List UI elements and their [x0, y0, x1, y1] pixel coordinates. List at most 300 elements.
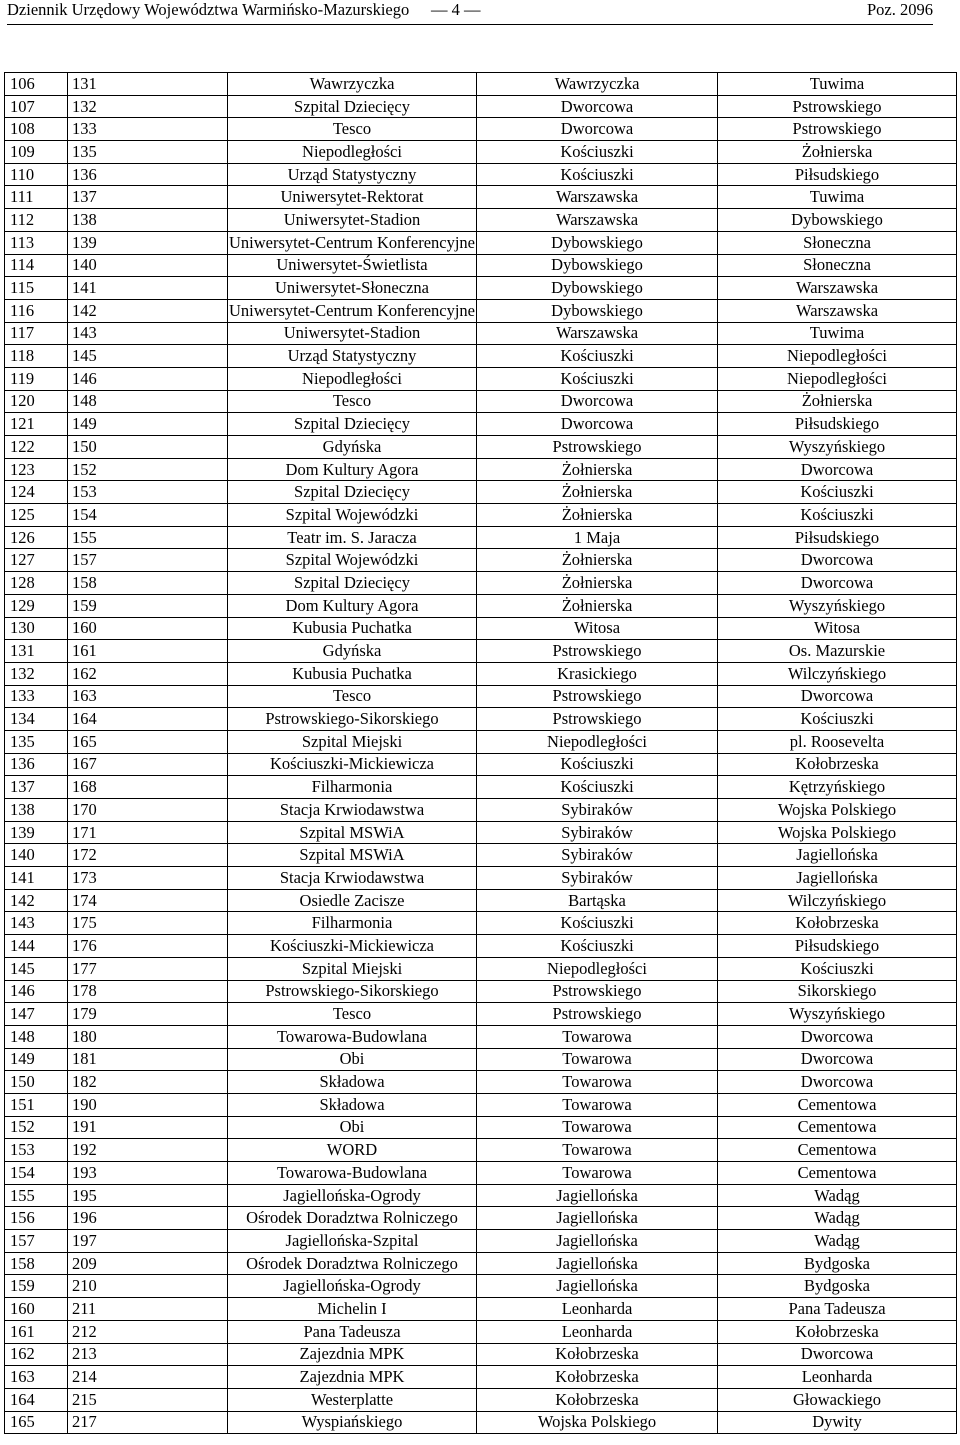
- street-cell: Sybiraków: [477, 799, 718, 822]
- stops-table: [4, 72, 957, 1434]
- stop-name-cell: Pstrowskiego-Sikorskiego: [228, 980, 477, 1003]
- row-number-cell: 165: [5, 1411, 68, 1434]
- row-number-cell: 136: [5, 753, 68, 776]
- stop-name-cell: Teatr im. S. Jaracza: [228, 526, 477, 549]
- row-number-cell: 158: [5, 1252, 68, 1275]
- table-row: [5, 1025, 957, 1048]
- row-number-cell: 163: [5, 1366, 68, 1389]
- stop-number-cell: 173: [68, 867, 228, 890]
- street-cell: Kościuszki: [477, 912, 718, 935]
- direction-cell: Piłsudskiego: [718, 163, 957, 186]
- stop-name-cell: Składowa: [228, 1093, 477, 1116]
- street-cell: Dworcowa: [477, 413, 718, 436]
- stop-name-cell: Stacja Krwiodawstwa: [228, 799, 477, 822]
- stop-number-cell: 177: [68, 957, 228, 980]
- stop-name-cell: Jagiellońska-Ogrody: [228, 1184, 477, 1207]
- direction-cell: Piłsudskiego: [718, 413, 957, 436]
- table-row: [5, 821, 957, 844]
- stop-name-cell: Tesco: [228, 1003, 477, 1026]
- stop-name-cell: Uniwersytet-Stadion: [228, 322, 477, 345]
- stop-name-cell: Tesco: [228, 685, 477, 708]
- street-cell: Kościuszki: [477, 367, 718, 390]
- direction-cell: Dworcowa: [718, 572, 957, 595]
- direction-cell: Niepodległości: [718, 367, 957, 390]
- stop-name-cell: Wyspiańskiego: [228, 1411, 477, 1434]
- table-row: [5, 1230, 957, 1253]
- table-row: [5, 1343, 957, 1366]
- row-number-cell: 130: [5, 617, 68, 640]
- street-cell: Towarowa: [477, 1116, 718, 1139]
- table-row: [5, 889, 957, 912]
- stop-number-cell: 142: [68, 299, 228, 322]
- stop-number-cell: 136: [68, 163, 228, 186]
- table-row: [5, 617, 957, 640]
- stop-number-cell: 175: [68, 912, 228, 935]
- row-number-cell: 106: [5, 73, 68, 96]
- street-cell: Żołnierska: [477, 458, 718, 481]
- stop-number-cell: 179: [68, 1003, 228, 1026]
- street-cell: Dybowskiego: [477, 231, 718, 254]
- direction-cell: Wyszyńskiego: [718, 436, 957, 459]
- stop-name-cell: Kubusia Puchatka: [228, 662, 477, 685]
- stop-number-cell: 168: [68, 776, 228, 799]
- street-cell: Jagiellońska: [477, 1252, 718, 1275]
- direction-cell: Bydgoska: [718, 1252, 957, 1275]
- street-cell: Wojska Polskiego: [477, 1411, 718, 1434]
- table-row: [5, 1207, 957, 1230]
- stop-number-cell: 143: [68, 322, 228, 345]
- street-cell: Kościuszki: [477, 163, 718, 186]
- stop-name-cell: Obi: [228, 1048, 477, 1071]
- direction-cell: Kołobrzeska: [718, 1320, 957, 1343]
- table-row: [5, 640, 957, 663]
- direction-cell: Dworcowa: [718, 458, 957, 481]
- row-number-cell: 149: [5, 1048, 68, 1071]
- direction-cell: Tuwima: [718, 322, 957, 345]
- stop-number-cell: 161: [68, 640, 228, 663]
- direction-cell: Pstrowskiego: [718, 95, 957, 118]
- street-cell: Warszawska: [477, 186, 718, 209]
- stop-name-cell: Jagiellońska-Szpital: [228, 1230, 477, 1253]
- row-number-cell: 120: [5, 390, 68, 413]
- stop-name-cell: Ośrodek Doradztwa Rolniczego: [228, 1252, 477, 1275]
- table-row: [5, 753, 957, 776]
- stop-number-cell: 131: [68, 73, 228, 96]
- stop-name-cell: Uniwersytet-Rektorat: [228, 186, 477, 209]
- table-row: [5, 299, 957, 322]
- table-row: [5, 231, 957, 254]
- stop-number-cell: 180: [68, 1025, 228, 1048]
- row-number-cell: 150: [5, 1071, 68, 1094]
- table-row: [5, 504, 957, 527]
- street-cell: Żołnierska: [477, 572, 718, 595]
- stop-number-cell: 160: [68, 617, 228, 640]
- table-row: [5, 458, 957, 481]
- stop-number-cell: 217: [68, 1411, 228, 1434]
- direction-cell: Kętrzyńskiego: [718, 776, 957, 799]
- stop-number-cell: 141: [68, 277, 228, 300]
- direction-cell: Warszawska: [718, 299, 957, 322]
- direction-cell: Piłsudskiego: [718, 935, 957, 958]
- table-row: [5, 549, 957, 572]
- direction-cell: Wojska Polskiego: [718, 821, 957, 844]
- table-row: [5, 277, 957, 300]
- row-number-cell: 109: [5, 141, 68, 164]
- street-cell: Bartąska: [477, 889, 718, 912]
- stop-name-cell: Szpital Wojewódzki: [228, 549, 477, 572]
- stops-table-body: [5, 73, 957, 1434]
- stop-name-cell: Szpital MSWiA: [228, 844, 477, 867]
- stop-number-cell: 196: [68, 1207, 228, 1230]
- stop-number-cell: 193: [68, 1162, 228, 1185]
- table-row: [5, 1366, 957, 1389]
- street-cell: Dworcowa: [477, 95, 718, 118]
- direction-cell: Kościuszki: [718, 504, 957, 527]
- street-cell: Żołnierska: [477, 504, 718, 527]
- direction-cell: Słoneczna: [718, 254, 957, 277]
- stop-name-cell: Zajezdnia MPK: [228, 1366, 477, 1389]
- stop-number-cell: 148: [68, 390, 228, 413]
- stop-name-cell: Westerplatte: [228, 1388, 477, 1411]
- table-row: [5, 572, 957, 595]
- page-number: — 4 —: [431, 0, 481, 19]
- street-cell: Niepodległości: [477, 730, 718, 753]
- row-number-cell: 112: [5, 209, 68, 232]
- stop-number-cell: 167: [68, 753, 228, 776]
- table-row: [5, 186, 957, 209]
- direction-cell: Wadąg: [718, 1184, 957, 1207]
- stop-number-cell: 162: [68, 662, 228, 685]
- street-cell: Dworcowa: [477, 390, 718, 413]
- stop-name-cell: Niepodległości: [228, 141, 477, 164]
- stop-name-cell: Dom Kultury Agora: [228, 594, 477, 617]
- direction-cell: Kościuszki: [718, 957, 957, 980]
- row-number-cell: 155: [5, 1184, 68, 1207]
- row-number-cell: 137: [5, 776, 68, 799]
- stop-number-cell: 209: [68, 1252, 228, 1275]
- table-row: [5, 776, 957, 799]
- street-cell: Kościuszki: [477, 935, 718, 958]
- stop-number-cell: 174: [68, 889, 228, 912]
- stop-name-cell: Uniwersytet-Słoneczna: [228, 277, 477, 300]
- stop-name-cell: Dom Kultury Agora: [228, 458, 477, 481]
- row-number-cell: 148: [5, 1025, 68, 1048]
- table-row: [5, 526, 957, 549]
- stop-name-cell: Urząd Statystyczny: [228, 163, 477, 186]
- stop-number-cell: 137: [68, 186, 228, 209]
- street-cell: Sybiraków: [477, 844, 718, 867]
- street-cell: Warszawska: [477, 209, 718, 232]
- row-number-cell: 135: [5, 730, 68, 753]
- stop-name-cell: Uniwersytet-Świetlista: [228, 254, 477, 277]
- direction-cell: Dworcowa: [718, 685, 957, 708]
- stop-name-cell: Tesco: [228, 118, 477, 141]
- row-number-cell: 156: [5, 1207, 68, 1230]
- street-cell: Jagiellońska: [477, 1275, 718, 1298]
- direction-cell: Wilczyńskiego: [718, 662, 957, 685]
- table-row: [5, 1003, 957, 1026]
- street-cell: Leonharda: [477, 1298, 718, 1321]
- stop-name-cell: Osiedle Zacisze: [228, 889, 477, 912]
- direction-cell: Dworcowa: [718, 1343, 957, 1366]
- row-number-cell: 144: [5, 935, 68, 958]
- direction-cell: Tuwima: [718, 186, 957, 209]
- table-row: [5, 1184, 957, 1207]
- stop-number-cell: 154: [68, 504, 228, 527]
- direction-cell: Dworcowa: [718, 549, 957, 572]
- direction-cell: Niepodległości: [718, 345, 957, 368]
- table-row: [5, 708, 957, 731]
- street-cell: Jagiellońska: [477, 1230, 718, 1253]
- stop-name-cell: Towarowa-Budowlana: [228, 1162, 477, 1185]
- table-row: [5, 867, 957, 890]
- stop-number-cell: 140: [68, 254, 228, 277]
- street-cell: Kościuszki: [477, 345, 718, 368]
- stop-name-cell: Szpital Miejski: [228, 730, 477, 753]
- row-number-cell: 139: [5, 821, 68, 844]
- stop-number-cell: 213: [68, 1343, 228, 1366]
- street-cell: Żołnierska: [477, 549, 718, 572]
- table-row: [5, 322, 957, 345]
- direction-cell: Sikorskiego: [718, 980, 957, 1003]
- direction-cell: Pstrowskiego: [718, 118, 957, 141]
- journal-title: Dziennik Urzędowy Województwa Warmińsko-Mazurskiego: [7, 0, 410, 19]
- row-number-cell: 164: [5, 1388, 68, 1411]
- stop-name-cell: Niepodległości: [228, 367, 477, 390]
- stop-number-cell: 182: [68, 1071, 228, 1094]
- street-cell: Jagiellońska: [477, 1184, 718, 1207]
- stop-name-cell: Szpital Dziecięcy: [228, 95, 477, 118]
- stop-number-cell: 138: [68, 209, 228, 232]
- direction-cell: Kościuszki: [718, 708, 957, 731]
- street-cell: Kołobrzeska: [477, 1388, 718, 1411]
- direction-cell: Wyszyńskiego: [718, 594, 957, 617]
- row-number-cell: 151: [5, 1093, 68, 1116]
- direction-cell: Witosa: [718, 617, 957, 640]
- stop-number-cell: 191: [68, 1116, 228, 1139]
- row-number-cell: 122: [5, 436, 68, 459]
- table-row: [5, 1071, 957, 1094]
- street-cell: Towarowa: [477, 1162, 718, 1185]
- stop-number-cell: 172: [68, 844, 228, 867]
- stop-number-cell: 211: [68, 1298, 228, 1321]
- row-number-cell: 111: [5, 186, 68, 209]
- street-cell: Towarowa: [477, 1139, 718, 1162]
- table-row: [5, 980, 957, 1003]
- row-number-cell: 157: [5, 1230, 68, 1253]
- direction-cell: Os. Mazurskie: [718, 640, 957, 663]
- street-cell: Kołobrzeska: [477, 1343, 718, 1366]
- direction-cell: Żołnierska: [718, 390, 957, 413]
- table-row: [5, 73, 957, 96]
- stop-name-cell: Pana Tadeusza: [228, 1320, 477, 1343]
- direction-cell: Głowackiego: [718, 1388, 957, 1411]
- row-number-cell: 127: [5, 549, 68, 572]
- stop-number-cell: 181: [68, 1048, 228, 1071]
- row-number-cell: 159: [5, 1275, 68, 1298]
- direction-cell: Dworcowa: [718, 1071, 957, 1094]
- stop-name-cell: Szpital Dziecięcy: [228, 481, 477, 504]
- row-number-cell: 147: [5, 1003, 68, 1026]
- direction-cell: Słoneczna: [718, 231, 957, 254]
- street-cell: Pstrowskiego: [477, 980, 718, 1003]
- row-number-cell: 131: [5, 640, 68, 663]
- street-cell: Pstrowskiego: [477, 708, 718, 731]
- row-number-cell: 145: [5, 957, 68, 980]
- stop-name-cell: Towarowa-Budowlana: [228, 1025, 477, 1048]
- street-cell: Pstrowskiego: [477, 1003, 718, 1026]
- stop-number-cell: 150: [68, 436, 228, 459]
- stop-number-cell: 190: [68, 1093, 228, 1116]
- stop-name-cell: Zajezdnia MPK: [228, 1343, 477, 1366]
- row-number-cell: 119: [5, 367, 68, 390]
- stop-number-cell: 165: [68, 730, 228, 753]
- street-cell: Wawrzyczka: [477, 73, 718, 96]
- stop-name-cell: Szpital Dziecięcy: [228, 572, 477, 595]
- stop-name-cell: Wawrzyczka: [228, 73, 477, 96]
- stop-name-cell: WORD: [228, 1139, 477, 1162]
- row-number-cell: 152: [5, 1116, 68, 1139]
- table-row: [5, 685, 957, 708]
- table-row: [5, 1275, 957, 1298]
- table-row: [5, 390, 957, 413]
- row-number-cell: 138: [5, 799, 68, 822]
- stop-number-cell: 146: [68, 367, 228, 390]
- stop-name-cell: Szpital Dziecięcy: [228, 413, 477, 436]
- row-number-cell: 161: [5, 1320, 68, 1343]
- row-number-cell: 140: [5, 844, 68, 867]
- street-cell: Towarowa: [477, 1025, 718, 1048]
- stop-name-cell: Kubusia Puchatka: [228, 617, 477, 640]
- table-row: [5, 1320, 957, 1343]
- table-row: [5, 209, 957, 232]
- direction-cell: Bydgoska: [718, 1275, 957, 1298]
- street-cell: Dybowskiego: [477, 299, 718, 322]
- street-cell: Towarowa: [477, 1071, 718, 1094]
- stop-number-cell: 197: [68, 1230, 228, 1253]
- stop-number-cell: 195: [68, 1184, 228, 1207]
- row-number-cell: 153: [5, 1139, 68, 1162]
- stop-name-cell: Uniwersytet-Centrum Konferencyjne: [228, 231, 477, 254]
- table-row: [5, 1093, 957, 1116]
- table-row: [5, 367, 957, 390]
- stop-number-cell: 163: [68, 685, 228, 708]
- table-row: [5, 1411, 957, 1434]
- stop-name-cell: Tesco: [228, 390, 477, 413]
- stop-name-cell: Filharmonia: [228, 776, 477, 799]
- row-number-cell: 160: [5, 1298, 68, 1321]
- table-row: [5, 254, 957, 277]
- direction-cell: Wadąg: [718, 1230, 957, 1253]
- direction-cell: Dworcowa: [718, 1048, 957, 1071]
- stop-number-cell: 212: [68, 1320, 228, 1343]
- row-number-cell: 134: [5, 708, 68, 731]
- street-cell: Pstrowskiego: [477, 640, 718, 663]
- table-row: [5, 594, 957, 617]
- direction-cell: Cementowa: [718, 1162, 957, 1185]
- table-row: [5, 413, 957, 436]
- table-row: [5, 118, 957, 141]
- stop-number-cell: 176: [68, 935, 228, 958]
- table-row: [5, 141, 957, 164]
- stop-name-cell: Pstrowskiego-Sikorskiego: [228, 708, 477, 731]
- direction-cell: Kościuszki: [718, 481, 957, 504]
- street-cell: Żołnierska: [477, 594, 718, 617]
- street-cell: Żołnierska: [477, 481, 718, 504]
- row-number-cell: 141: [5, 867, 68, 890]
- stop-name-cell: Urząd Statystyczny: [228, 345, 477, 368]
- street-cell: Kościuszki: [477, 141, 718, 164]
- stop-number-cell: 135: [68, 141, 228, 164]
- row-number-cell: 110: [5, 163, 68, 186]
- table-row: [5, 1139, 957, 1162]
- stop-number-cell: 215: [68, 1388, 228, 1411]
- street-cell: Towarowa: [477, 1048, 718, 1071]
- row-number-cell: 142: [5, 889, 68, 912]
- direction-cell: Kołobrzeska: [718, 912, 957, 935]
- table-row: [5, 1162, 957, 1185]
- row-number-cell: 125: [5, 504, 68, 527]
- stop-name-cell: Filharmonia: [228, 912, 477, 935]
- table-row: [5, 95, 957, 118]
- table-row: [5, 1252, 957, 1275]
- stop-number-cell: 149: [68, 413, 228, 436]
- stop-number-cell: 210: [68, 1275, 228, 1298]
- table-row: [5, 799, 957, 822]
- table-row: [5, 1388, 957, 1411]
- stop-name-cell: Gdyńska: [228, 436, 477, 459]
- stop-name-cell: Michelin I: [228, 1298, 477, 1321]
- direction-cell: Piłsudskiego: [718, 526, 957, 549]
- row-number-cell: 133: [5, 685, 68, 708]
- table-row: [5, 730, 957, 753]
- stop-number-cell: 152: [68, 458, 228, 481]
- stop-number-cell: 178: [68, 980, 228, 1003]
- stop-number-cell: 214: [68, 1366, 228, 1389]
- stop-number-cell: 158: [68, 572, 228, 595]
- table-row: [5, 844, 957, 867]
- page-header: [7, 0, 933, 25]
- table-row: [5, 1298, 957, 1321]
- street-cell: Niepodległości: [477, 957, 718, 980]
- stop-number-cell: 192: [68, 1139, 228, 1162]
- table-row: [5, 436, 957, 459]
- direction-cell: Wadąg: [718, 1207, 957, 1230]
- stop-name-cell: Jagiellońska-Ogrody: [228, 1275, 477, 1298]
- street-cell: Leonharda: [477, 1320, 718, 1343]
- row-number-cell: 128: [5, 572, 68, 595]
- direction-cell: Dybowskiego: [718, 209, 957, 232]
- direction-cell: Warszawska: [718, 277, 957, 300]
- row-number-cell: 115: [5, 277, 68, 300]
- direction-cell: Kołobrzeska: [718, 753, 957, 776]
- stop-name-cell: Obi: [228, 1116, 477, 1139]
- direction-cell: Żołnierska: [718, 141, 957, 164]
- row-number-cell: 116: [5, 299, 68, 322]
- row-number-cell: 143: [5, 912, 68, 935]
- street-cell: Kościuszki: [477, 753, 718, 776]
- direction-cell: Jagiellońska: [718, 844, 957, 867]
- stop-number-cell: 155: [68, 526, 228, 549]
- stop-name-cell: Kościuszki-Mickiewicza: [228, 753, 477, 776]
- street-cell: Sybiraków: [477, 867, 718, 890]
- row-number-cell: 124: [5, 481, 68, 504]
- direction-cell: Dywity: [718, 1411, 957, 1434]
- table-row: [5, 957, 957, 980]
- stop-name-cell: Szpital Miejski: [228, 957, 477, 980]
- stop-name-cell: Stacja Krwiodawstwa: [228, 867, 477, 890]
- stop-number-cell: 170: [68, 799, 228, 822]
